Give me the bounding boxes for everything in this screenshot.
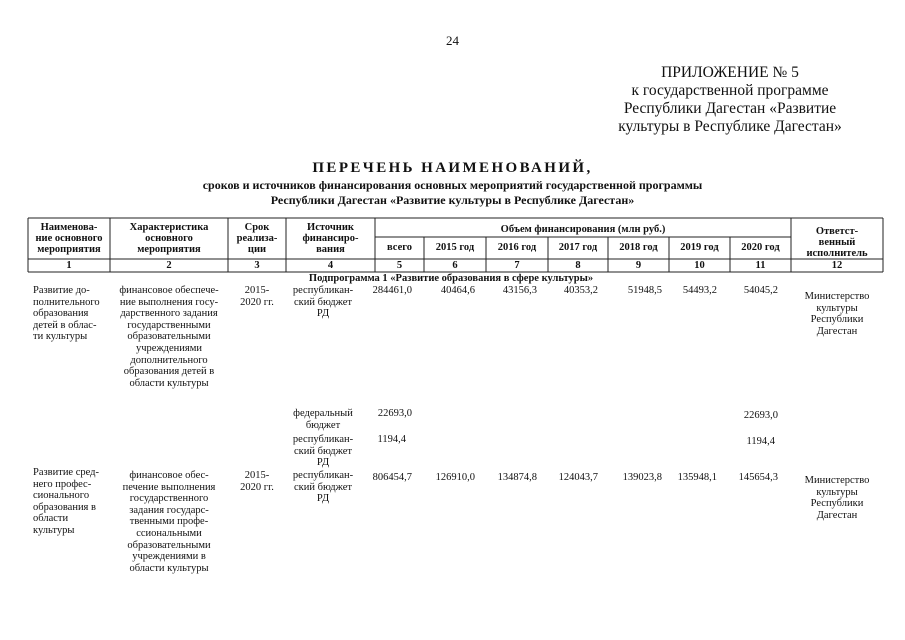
header-year-2015: 2015 год (435, 242, 475, 253)
col-number: 11 (755, 260, 766, 271)
funding-total: 22693,0 (377, 408, 412, 419)
col-number: 2 (166, 260, 172, 271)
funding-2017: 124043,7 (558, 472, 598, 483)
header-year-2020: 2020 год (741, 242, 780, 253)
funding-2020: 22693,0 (743, 410, 778, 421)
funding-total: 1194,4 (377, 434, 406, 445)
header-year-2018: 2018 год (619, 242, 658, 253)
appendix-line: к государственной программе (631, 82, 829, 99)
measure-description: финансовое обес- печение выполнения государственного задания государс- твенными профе- ссиональными образовательными учреждениями в области культуры (122, 470, 216, 574)
funding-2020: 54045,2 (743, 285, 778, 296)
appendix-line: культуры в Республике Дагестан» (618, 118, 842, 135)
col-number: 7 (514, 260, 520, 271)
funding-total: 284461,0 (372, 285, 412, 296)
col-number: 3 (254, 260, 260, 271)
funding-2015: 126910,0 (435, 472, 475, 483)
header-period: Срок реализа- ции (236, 222, 278, 255)
subtitle-line: сроков и источников финансирования основных мероприятий государственной программы (202, 178, 703, 192)
header-total: всего (386, 242, 412, 253)
col-number: 6 (452, 260, 458, 271)
header-description: Характеристика основного мероприятия (129, 222, 209, 255)
header-year-2019: 2019 год (680, 242, 719, 253)
funding-2018: 51948,5 (627, 285, 662, 296)
funding-source: республикан- ский бюджет РД (292, 470, 354, 505)
subtitle-line: Республики Дагестан «Развитие культуры в Республике Дагестан» (270, 193, 635, 207)
funding-2016: 134874,8 (497, 472, 537, 483)
col-number: 10 (694, 260, 705, 271)
header-responsible: Ответст- венный исполнитель (806, 226, 868, 259)
funding-2018: 139023,8 (622, 472, 662, 483)
subprogram-title: Подпрограмма 1 «Развитие образования в сфере культуры» (308, 273, 594, 284)
measure-period: 2015- 2020 гг. (240, 470, 274, 493)
col-number: 8 (575, 260, 581, 271)
col-number: 12 (831, 260, 843, 271)
col-number: 4 (327, 260, 334, 271)
measure-description: финансовое обеспече- ние выполнения госу- дарственного задания государственными образовательными учреждениями дополнительного образования детей в области культуры (119, 285, 219, 389)
header-source: Источник финансиро- вания (302, 222, 359, 255)
responsible-executor: Министерство культуры Республики Дагестан (804, 291, 870, 337)
funding-2019: 135948,1 (677, 472, 717, 483)
funding-2015: 40464,6 (440, 285, 475, 296)
col-number: 1 (66, 260, 72, 271)
funding-2020: 1194,4 (746, 436, 775, 447)
appendix-line: Республики Дагестан «Развитие (623, 100, 837, 117)
funding-2017: 40353,2 (563, 285, 598, 296)
measure-period: 2015- 2020 гг. (240, 285, 274, 308)
responsible-executor: Министерство культуры Республики Дагестан (804, 475, 870, 521)
funding-total: 806454,7 (372, 472, 412, 483)
page-number: 24 (446, 33, 459, 48)
funding-source: республикан- ский бюджет РД (292, 285, 354, 320)
measure-name: Развитие до- полнительного образования детей в облас- ти культуры (33, 285, 100, 343)
header-name: Наименова- ние основного мероприятия (35, 222, 103, 255)
header-year-2017: 2017 год (558, 242, 598, 253)
col-number: 5 (396, 260, 403, 271)
funding-source: республикан- ский бюджет РД (292, 434, 354, 469)
appendix-title: ПРИЛОЖЕНИЕ № 5 (661, 64, 799, 81)
document-title: ПЕРЕЧЕНЬ НАИМЕНОВАНИЙ, (312, 160, 593, 176)
funding-2019: 54493,2 (682, 285, 717, 296)
header-year-2016: 2016 год (497, 242, 537, 253)
funding-2020: 145654,3 (738, 472, 778, 483)
measure-name: Развитие сред- него профес- сионального образования в области культуры (33, 467, 99, 536)
header-funding: Объем финансирования (млн руб.) (500, 224, 666, 235)
funding-2016: 43156,3 (502, 285, 537, 296)
funding-source: федеральный бюджет (293, 408, 353, 431)
col-number: 9 (635, 260, 642, 271)
